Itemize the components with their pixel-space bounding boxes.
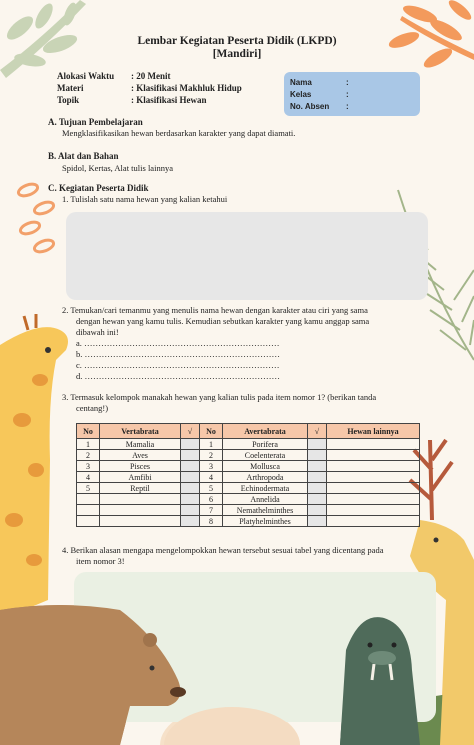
- answer-box-1[interactable]: [66, 212, 428, 300]
- avert-check-box[interactable]: [308, 472, 327, 483]
- avert-name: Platyhelminthes: [223, 516, 308, 527]
- section-b-title: B. Alat dan Bahan: [48, 151, 119, 161]
- meta-value-waktu: : 20 Menit: [131, 71, 171, 81]
- vert-check-box[interactable]: [181, 483, 200, 494]
- avert-name: Arthropoda: [223, 472, 308, 483]
- table-row: [77, 461, 420, 472]
- header-avertebrata: Avertabrata: [223, 424, 308, 439]
- vert-name: Amfibi: [100, 472, 181, 483]
- other-cell[interactable]: [327, 483, 420, 494]
- page-subtitle: [Mandiri]: [212, 48, 262, 60]
- avert-check-box[interactable]: [308, 494, 327, 505]
- meta-label-materi: Materi: [57, 83, 84, 93]
- vert-check-box[interactable]: [181, 505, 200, 516]
- question-2-line-2: dengan hewan yang kamu tulis. Kemudian sebutkan karakter yang kamu anggap sama: [76, 316, 370, 326]
- vert-no: [77, 494, 100, 505]
- question-4-line-2: item nomor 3!: [76, 556, 125, 566]
- answer-line-a[interactable]: a. ……………………………………………………………: [76, 338, 280, 348]
- vert-check-box[interactable]: [181, 494, 200, 505]
- identity-row-kelas: Kelas: [290, 90, 312, 99]
- avert-name: Nemathelminthes: [223, 505, 308, 516]
- identity-colon-absen: :: [346, 102, 349, 111]
- other-cell[interactable]: [327, 472, 420, 483]
- answer-line-b[interactable]: b. ……………………………………………………………: [76, 349, 280, 359]
- table-row: [77, 439, 420, 450]
- other-cell[interactable]: [327, 516, 420, 527]
- foreground-animals: [0, 600, 474, 745]
- other-cell[interactable]: [327, 439, 420, 450]
- header-no-a: No: [200, 424, 223, 439]
- vert-name: Aves: [100, 450, 181, 461]
- meta-value-topik: : Klasifikasi Hewan: [131, 95, 207, 105]
- vert-name: Mamalia: [100, 439, 181, 450]
- identity-colon-nama: :: [346, 78, 349, 87]
- avert-no: 6: [200, 494, 223, 505]
- table-row: [77, 516, 420, 527]
- avert-no: 2: [200, 450, 223, 461]
- vert-no: 4: [77, 472, 100, 483]
- bear-illustration: [0, 605, 186, 745]
- header-check-a: √: [308, 424, 327, 439]
- vert-no: [77, 505, 100, 516]
- avert-check-box[interactable]: [308, 505, 327, 516]
- vert-name: [100, 516, 181, 527]
- question-3-line-2: centang!): [76, 403, 109, 413]
- avert-name: Echinodermata: [223, 483, 308, 494]
- page-title: Lembar Kegiatan Peserta Didik (LKPD): [137, 35, 337, 47]
- deer-illustration: [440, 600, 474, 745]
- identity-row-nama: Nama: [290, 78, 312, 87]
- walrus-illustration: [340, 617, 420, 745]
- meta-label-waktu: Alokasi Waktu: [57, 71, 115, 81]
- identity-box: [284, 72, 420, 116]
- giraffe-illustration: [0, 314, 68, 620]
- classification-table: [76, 423, 420, 527]
- vert-name: Reptil: [100, 483, 181, 494]
- vert-check-box[interactable]: [181, 450, 200, 461]
- vert-check-box[interactable]: [181, 472, 200, 483]
- question-3-line-1: 3. Termasuk kelompok manakah hewan yang kalian tulis pada item nomor 1? (berikan tanda: [62, 392, 377, 402]
- question-4-line-1: 4. Berikan alasan mengapa mengelompokkan hewan tersebut sesuai tabel yang dicentang pada: [62, 545, 384, 555]
- table-row: [77, 450, 420, 461]
- avert-check-box[interactable]: [308, 516, 327, 527]
- vert-check-box[interactable]: [181, 461, 200, 472]
- avert-name: Porifera: [223, 439, 308, 450]
- vert-no: 5: [77, 483, 100, 494]
- table-row: [77, 505, 420, 516]
- avert-check-box[interactable]: [308, 483, 327, 494]
- bush-illustration: [164, 707, 300, 745]
- avert-no: 3: [200, 461, 223, 472]
- header-no-v: No: [77, 424, 100, 439]
- avert-check-box[interactable]: [308, 450, 327, 461]
- section-c-title: C. Kegiatan Peserta Didik: [48, 183, 149, 193]
- question-2-line-1: 2. Temukan/cari temanmu yang menulis nama hewan dengan karakter atau ciri yang sama: [62, 305, 368, 315]
- meta-label-topik: Topik: [57, 95, 80, 105]
- vert-no: 2: [77, 450, 100, 461]
- answer-line-d[interactable]: d. ……………………………………………………………: [76, 371, 280, 381]
- avert-check-box[interactable]: [308, 439, 327, 450]
- header-check-v: √: [181, 424, 200, 439]
- vert-name: Pisces: [100, 461, 181, 472]
- question-2-line-3: dibawah ini!: [76, 327, 119, 337]
- section-a-title: A. Tujuan Pembelajaran: [48, 117, 143, 127]
- answer-line-c[interactable]: c. ……………………………………………………………: [76, 360, 280, 370]
- section-b-text: Spidol, Kertas, Alat tulis lainnya: [62, 163, 173, 173]
- question-1: 1. Tulislah satu nama hewan yang kalian ketahui: [62, 194, 228, 204]
- avert-name: Mollusca: [223, 461, 308, 472]
- avert-check-box[interactable]: [308, 461, 327, 472]
- avert-no: 4: [200, 472, 223, 483]
- table-row: [77, 472, 420, 483]
- meta-value-materi: : Klasifikasi Makhluk Hidup: [131, 83, 242, 93]
- avert-name: Annelida: [223, 494, 308, 505]
- vert-name: [100, 505, 181, 516]
- other-cell[interactable]: [327, 450, 420, 461]
- avert-no: 5: [200, 483, 223, 494]
- vert-no: [77, 516, 100, 527]
- header-vertebrata: Vertabrata: [100, 424, 181, 439]
- identity-colon-kelas: :: [346, 90, 349, 99]
- other-cell[interactable]: [327, 461, 420, 472]
- vert-check-box[interactable]: [181, 439, 200, 450]
- header-hewan-lainnya: Hewan lainnya: [327, 424, 420, 439]
- other-cell[interactable]: [327, 505, 420, 516]
- vert-name: [100, 494, 181, 505]
- section-a-text: Mengklasifikasikan hewan berdasarkan karakter yang dapat diamati.: [62, 128, 296, 138]
- table-header-row: [77, 424, 420, 439]
- table-row: [77, 483, 420, 494]
- identity-row-absen: No. Absen: [290, 102, 330, 111]
- vert-no: 1: [77, 439, 100, 450]
- table-row: [77, 494, 420, 505]
- avert-no: 7: [200, 505, 223, 516]
- avert-no: 8: [200, 516, 223, 527]
- vert-no: 3: [77, 461, 100, 472]
- other-cell[interactable]: [327, 494, 420, 505]
- avert-no: 1: [200, 439, 223, 450]
- avert-name: Coelenterata: [223, 450, 308, 461]
- vert-check-box[interactable]: [181, 516, 200, 527]
